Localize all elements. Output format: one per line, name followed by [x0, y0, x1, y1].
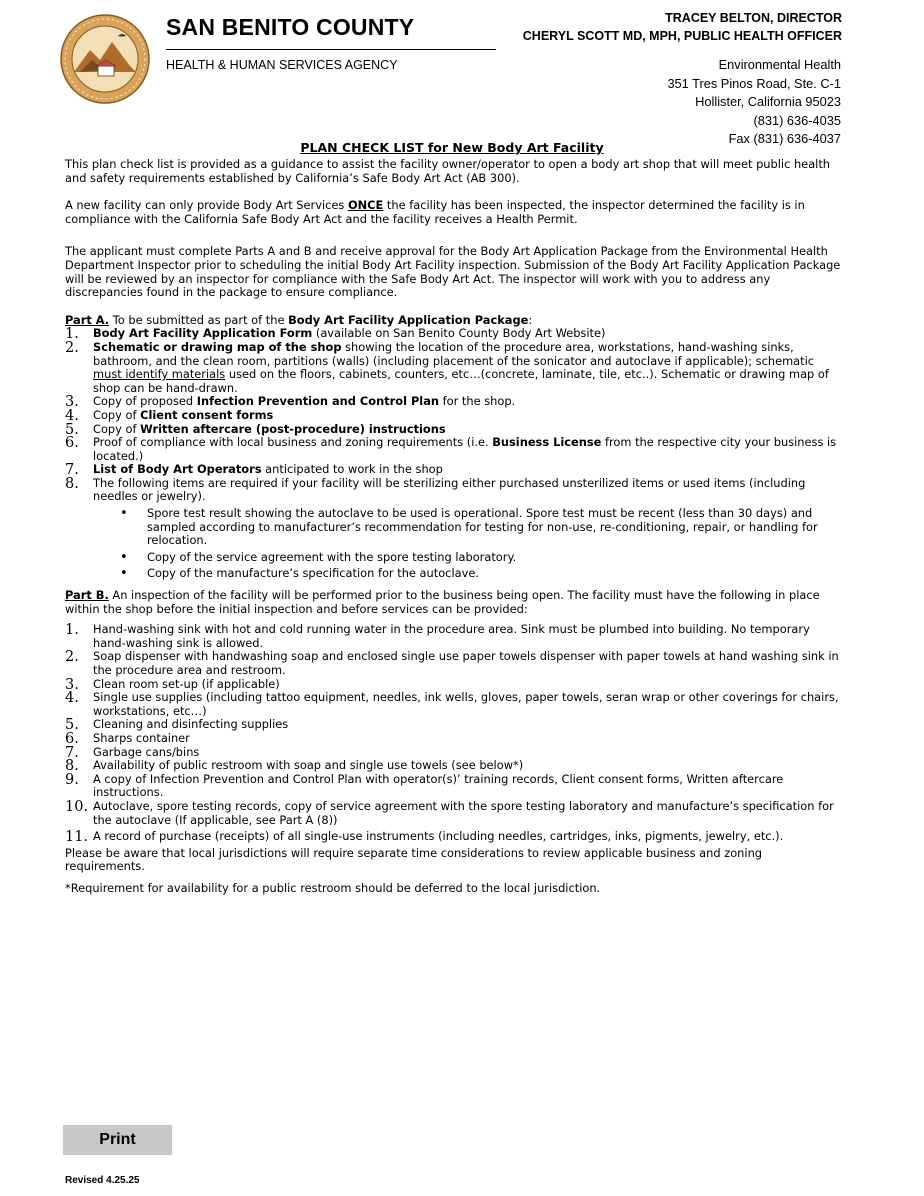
list-item: 8. Availability of public restroom with soap and single use towels (see below*): [65, 758, 524, 775]
print-button[interactable]: Print: [63, 1125, 172, 1155]
list-item: 2. Soap dispenser with handwashing soap and enclosed single use paper towels dispenser with paper towels at hand washing sink in the procedure area and restroom.: [65, 649, 839, 677]
list-item: 5. Cleaning and disinfecting supplies: [65, 717, 289, 734]
list-item: 6. Sharps container: [65, 730, 190, 747]
bullet-item: • Copy of the service agreement with the spore testing laboratory.: [120, 549, 517, 565]
part-a-list: [65, 327, 845, 504]
fax: Fax (831) 636-4037: [728, 131, 841, 147]
list-item: 1. Hand-washing sink with hot and cold running water in the procedure area. Sink must be plumbed into building. No temporary hand-washing sink is allowed.: [65, 622, 810, 650]
bullet-item: • Spore test result showing the autoclave to be used is operational. Spore test must be recent (less than 30 days) and sampled according to manufacturer’s recommendation for testing for non-use, re-conditioning, repair, or handling for relocation.: [120, 506, 818, 548]
list-item: 4. Copy of Client consent forms: [65, 407, 274, 424]
part-b-heading: Part B. An inspection of the facility will be performed prior to the business being open. The facility must have the following in place within the shop before the initial inspection and before services can be provided:: [65, 588, 820, 616]
list-item: 11. A record of purchase (receipts) of all single-use instruments (including needles, cartridges, inks, pigments, jewelry, etc.).: [65, 829, 784, 846]
phone: (831) 636-4035: [753, 112, 841, 128]
list-item: 3. Copy of proposed Infection Prevention and Control Plan for the shop.: [65, 394, 516, 411]
agency-name: HEALTH & HUMAN SERVICES AGENCY: [166, 58, 398, 72]
list-item: 9. A copy of Infection Prevention and Control Plan with operator(s)’ training records, Client consent forms, Written aftercare instructions.: [65, 771, 784, 800]
address-line: Environmental Health: [718, 57, 841, 72]
list-item: 3. Clean room set-up (if applicable): [65, 676, 280, 693]
part-a-heading: Part A. To be submitted as part of the Body Art Facility Application Package:: [65, 312, 533, 327]
part-a-label: Part A.: [65, 312, 110, 327]
address-line: 351 Tres Pinos Road, Ste. C-1: [667, 75, 841, 91]
bullet-list: [65, 507, 845, 581]
address-line: Hollister, California 95023: [695, 94, 841, 110]
part-b-list: [65, 623, 845, 844]
once-emphasis: ONCE: [347, 198, 384, 213]
director-name: TRACEY BELTON, DIRECTOR: [665, 11, 842, 25]
address-block: [667, 56, 841, 149]
list-item: 10. Autoclave, spore testing records, copy of service agreement with the spore testing laboratory and manufacture’s specification for the autoclave (If applicable, see Part A (8)): [65, 798, 834, 827]
list-item: 7. List of Body Art Operators anticipated to work in the shop: [65, 462, 443, 479]
county-name: SAN BENITO COUNTY: [166, 14, 415, 40]
county-seal-logo: [60, 14, 150, 104]
document-body: [65, 158, 845, 896]
part-b-label: Part B.: [65, 588, 109, 603]
page-title: PLAN CHECK LIST for New Body Art Facility: [300, 140, 604, 155]
intro-paragraph-1: This plan check list is provided as a guidance to assist the facility owner/operator to open a body art shop that will meet public health and safety requirements established by California’s Safe Body Art Act (AB 300).: [65, 157, 831, 185]
bullet-item: • Copy of the manufacture’s specification for the autoclave.: [120, 566, 479, 582]
list-item: 1. Body Art Facility Application Form (available on San Benito County Body Art Website): [65, 326, 606, 343]
closing-paragraph: Please be aware that local jurisdictions will require separate time considerations to review applicable business and zoning requirements.: [65, 845, 763, 874]
list-item: 7. Garbage cans/bins: [65, 744, 200, 761]
header-rule: [166, 49, 496, 50]
revision-date: Revised 4.25.25: [65, 1175, 140, 1186]
list-item: 2. Schematic or drawing map of the shop showing the location of the procedure area, workstations, hand-washing sinks, bathroom, and the clean room, partitions (walls) (including placement of the sonicator and autoclave if applicable); schematic must identify materials used on the floors, cabinets, counters, etc…(concrete, laminate, tile, etc..). Schematic or drawing map of shop can be hand-drawn.: [65, 339, 829, 395]
intro-paragraph-3: The applicant must complete Parts A and B and receive approval for the Body Art Application Package from the Environmental Health Department Inspector prior to scheduling the initial Body Art Facility inspection. Submission of the Body Art Facility Application Package will be reviewed by an inspector for compliance with the Safe Body Art Act. The inspector will work with you to address any discrepancies found in the package to ensure compliance.: [65, 244, 841, 300]
list-item: 5. Copy of Written aftercare (post-procedure) instructions: [65, 421, 446, 438]
intro-paragraph-2: A new facility can only provide Body Art Services ONCE the facility has been inspected, the inspector determined the facility is in compliance with the California Safe Body Art Act and the facility receives a Health Permit.: [65, 198, 805, 226]
health-officer-name: CHERYL SCOTT MD, MPH, PUBLIC HEALTH OFFICER: [522, 29, 842, 43]
footnote: *Requirement for availability for a public restroom should be deferred to the local jurisdiction.: [65, 880, 601, 895]
list-item: 6. Proof of compliance with local business and zoning requirements (i.e. Business License from the respective city your business is located.): [65, 435, 837, 463]
list-item: 4. Single use supplies (including tattoo equipment, needles, ink wells, gloves, paper towels, seran wrap or other coverings for chairs, workstations, etc…): [65, 690, 839, 718]
list-item: 8. The following items are required if your facility will be sterilizing either purchased unsterilized items or used items (including needles or jewelry).: [65, 475, 806, 504]
